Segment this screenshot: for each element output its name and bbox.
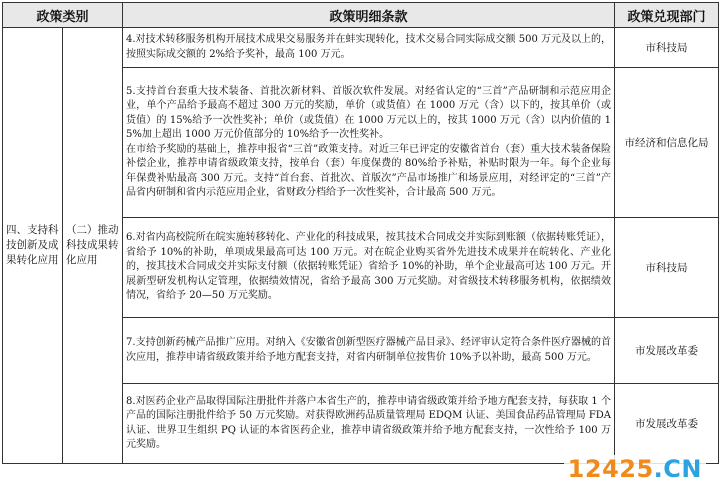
watermark-dot: . [653,455,664,483]
detail-paragraph: 5.支持首台套重大技术装备、首批次新材料、首版次软件发展。对经省认定的“三首”产品研制和示范应用企业，单个产品给予最高不超过 300 万元的奖励，单价（或货值）在 1000 万元（含）以下的，按其单价（或货值）的 15%给予一次性奖补；单价（或货值）在 1000 万元以上的，按其 1000 万元（含）以内价值的 15%加上超出 1000 万元价值部分的 10%给予一次性奖补。 [126,85,612,140]
policy-department: 市经济和信息化局 [615,68,719,218]
policy-department: 市发展改革委 [615,384,719,464]
watermark-tld: CN [663,455,702,483]
detail-paragraph: 7.支持创新药械产品推广应用。对纳入《安徽省创新型医疗器械产品目录》、经评审认定符合条件医疗器械的首次应用，推荐申请省级政策并给予地方配套支持，对省内研制单位按售价 10%予以补助，最高 500 万元。 [126,337,612,363]
header-detail: 政策明细条款 [123,3,615,28]
table-row [3,28,719,68]
policy-detail [123,28,615,68]
policy-detail [123,384,615,464]
category-sub: （二）推动科技成果转化应用 [63,28,123,464]
policy-table [2,2,719,464]
policy-detail [123,68,615,218]
header-row [3,3,719,28]
category-main: 四、支持科技创新及成果转化应用 [3,28,63,464]
policy-detail [123,218,615,318]
policy-detail [123,318,615,384]
header-department: 政策兑现部门 [615,3,719,28]
watermark-digits: 12425 [567,455,654,483]
detail-paragraph: 8.对医药企业产品取得国际注册批件并落户本省生产的，推荐申请省级政策并给予地方配套支持，每获取 1 个产品的国际注册批件给予 50 万元奖励。对获得欧洲药品质量管理局 EDQM 认证、美国食品药品管理局 FDA 认证、世界卫生组织 PQ 认证的本省医药企业，推荐申请省级政策并给予地方配套支持，一次性给予 100 万元奖励。 [126,395,612,450]
site-watermark [564,455,706,483]
detail-paragraph: 在市给予奖励的基础上，推荐申报省“三首”政策支持。对近三年已评定的安徽省首台（套）重大技术装备保险补偿企业，推荐申请省级政策支持，按单台（套）年度保费的 80%给予补贴，补贴时限为一年。每个企业每年保费补贴最高 300 万元。支持“首台套、首批次、首版次”产品市场推广和场景应用，对经评定的“三首”产品省内研制和省内示范应用企业，省财政分档给予一次性奖补，合计最高 500 万元。 [126,143,612,198]
header-category: 政策类别 [3,3,123,28]
policy-department: 市发展改革委 [615,318,719,384]
detail-paragraph: 4.对技术转移服务机构开展技术成果交易服务并在蚌实现转化，技术交易合同实际成交额 500 万元及以上的，按照实际成交额的 2%给予奖补，最高 100 万元。 [126,34,612,60]
policy-department: 市科技局 [615,218,719,318]
detail-paragraph: 6.对省内高校院所在皖实施转移转化、产业化的科技成果，按其技术合同成交并实际到账额（依据转账凭证），省给予 10%的补助，单项成果最高可达 100 万元。对在皖企业购买省外先进技术成果并在皖转化、产业化的，按其技术合同成交并实际支付额（依据转账凭证）省给予 10%的补助，单个企业最高可达 100 万元。开展新型研发机构认定管理，依据绩效情况，省给予最高 300 万元奖励。对省级技术转移服务机构，依据绩效情况，省给予 20—50 万元奖励。 [126,232,612,302]
policy-department: 市科技局 [615,28,719,68]
